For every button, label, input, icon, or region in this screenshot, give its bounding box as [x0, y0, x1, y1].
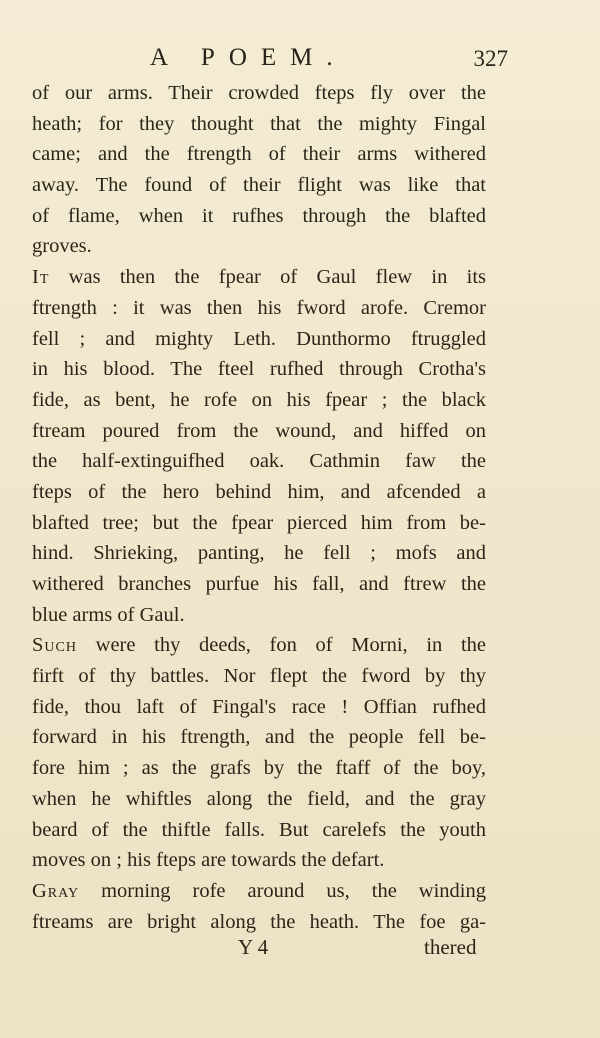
text-line: the half-extinguifhed oak. Cathmin faw the [32, 450, 486, 473]
paragraph-lead: It [32, 266, 50, 289]
text-line: blue arms of Gaul. [32, 603, 185, 626]
text-line [32, 630, 486, 661]
paragraph-lead: Gray [32, 879, 80, 902]
text-line: away. The found of their flight was like that [32, 174, 486, 197]
paragraph-2 [32, 262, 486, 630]
text-line [32, 262, 486, 293]
text-line-rest: was then the fpear of Gaul flew in its [49, 266, 486, 289]
text-line: fore him ; as the grafs by the ftaff of the boy, [32, 757, 486, 780]
body-text [32, 78, 486, 937]
page-number: 327 [473, 46, 508, 71]
text-line: of our arms. Their crowded fteps fly over the [32, 82, 486, 104]
text-line: came; and the ftrength of their arms withered [32, 143, 486, 166]
text-line: in his blood. The fteel rufhed through Crotha's [32, 358, 486, 381]
text-line: forward in his ftrength, and the people fell be- [32, 726, 486, 749]
paragraph-1 [32, 78, 486, 262]
text-line: heath; for they thought that the mighty Fingal [32, 112, 486, 135]
text-line: fell ; and mighty Leth. Dunthormo ftruggled [32, 327, 486, 350]
text-line [32, 876, 486, 907]
page-footer [0, 935, 600, 967]
text-line: moves on ; his fteps are towards the defart. [32, 849, 385, 872]
text-line: ftreams are bright along the heath. The foe ga- [32, 910, 486, 933]
paragraph-4 [32, 876, 486, 937]
text-line: groves. [32, 235, 92, 258]
text-line: fide, as bent, he rofe on his fpear ; the black [32, 388, 486, 411]
text-line: hind. Shrieking, panting, he fell ; mofs and [32, 542, 486, 565]
text-line: of flame, when it rufhes through the blafted [32, 204, 486, 227]
text-line-rest: morning rofe around us, the winding [79, 879, 486, 902]
text-line: ftrength : it was then his fword arofe. Cremor [32, 296, 486, 319]
text-line: firft of thy battles. Nor flept the fword by thy [32, 665, 486, 688]
paragraph-3 [32, 630, 486, 876]
paragraph-lead: Such [32, 634, 77, 657]
text-line: fide, thou laft of Fingal's race ! Offian rufhed [32, 695, 486, 718]
signature-mark: Y 4 [238, 935, 269, 959]
text-line: fteps of the hero behind him, and afcended a [32, 480, 486, 503]
text-line-rest: were thy deeds, fon of Morni, in the [76, 634, 486, 657]
text-line: withered branches purfue his fall, and ftrew the [32, 573, 486, 595]
running-title: A POEM. [150, 44, 347, 71]
text-line: when he whiftles along the field, and the gray [32, 787, 486, 810]
text-line: beard of the thiftle falls. But carelefs the youth [32, 818, 486, 841]
text-line: blafted tree; but the fpear pierced him from be- [32, 511, 486, 534]
text-line: ftream poured from the wound, and hiffed on [32, 419, 486, 442]
page-header [150, 44, 508, 74]
catchword: thered [424, 935, 477, 959]
